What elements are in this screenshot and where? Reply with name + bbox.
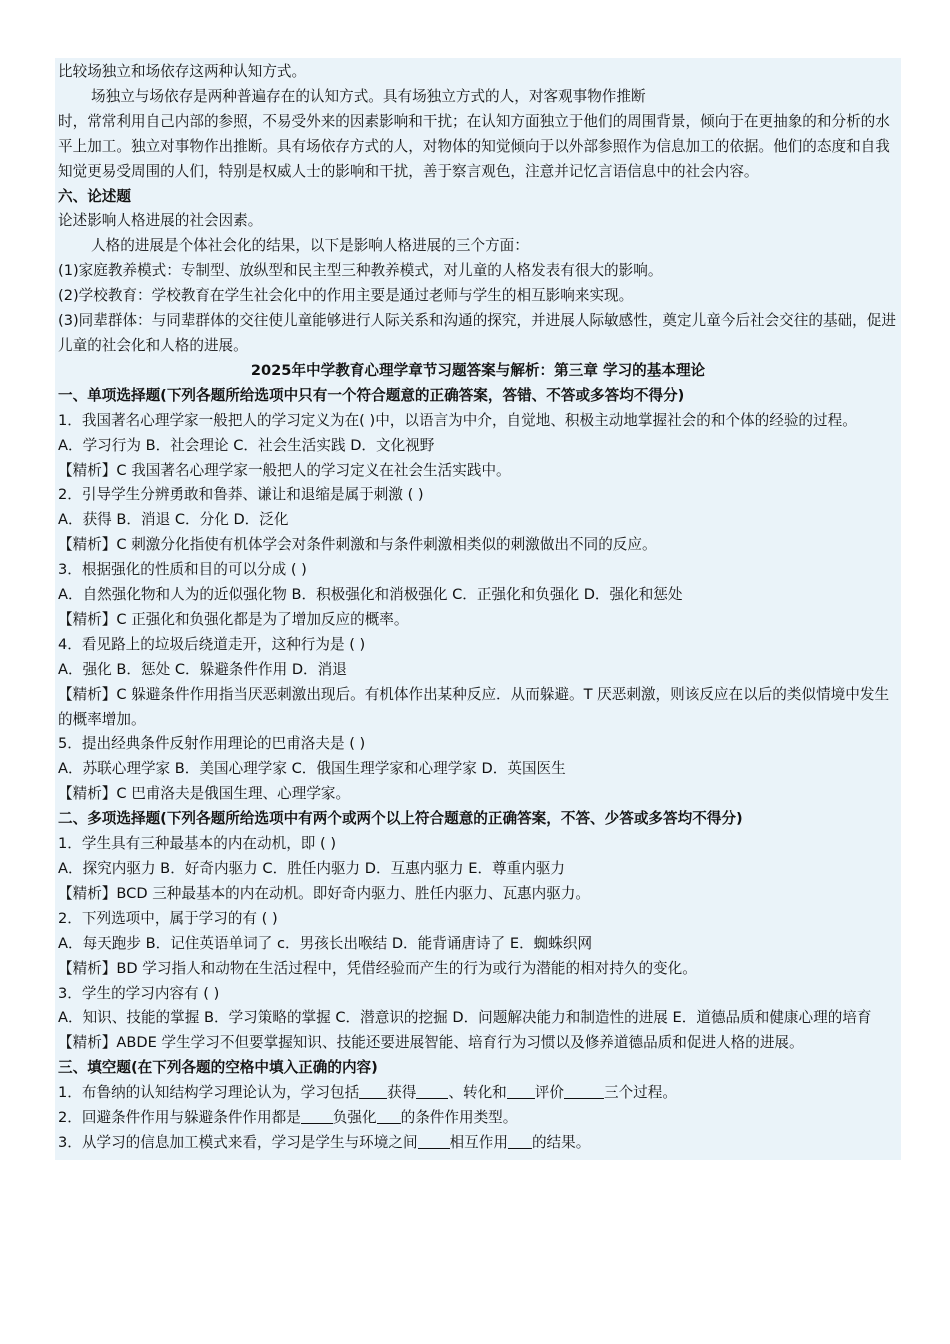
paragraph: 4．看见路上的垃圾后绕道走开，这种行为是 ( ) <box>58 635 366 653</box>
paragraph: 2．引导学生分辨勇敢和鲁莽、谦让和退缩是属于刺激 ( ) <box>58 486 424 504</box>
paragraph: (2)学校教育：学校教育在学生社会化中的作用主要是通过老师与学生的相互影响来实现。 <box>58 287 634 305</box>
text-segment: 负强化 <box>332 1109 377 1127</box>
answer-blank <box>418 1131 450 1149</box>
paragraph: (3)同辈群体：与同辈群体的交往使儿童能够进行人际关系和沟通的探究，并进展人际敏感性，奠定儿童今后社会交往的基础，促进儿童的社会化和人格的进展。 <box>58 312 896 354</box>
text-segment: 3．从学习的信息加工模式来看，学习是学生与环境之间 <box>58 1133 418 1151</box>
paragraph: A．苏联心理学家 B．美国心理学家 C．俄国生理学家和心理学家 D．英国医生 <box>58 760 566 778</box>
answer-blank <box>507 1081 535 1099</box>
text-segment: 三个过程。 <box>603 1084 677 1102</box>
fill-blank-3 <box>58 1131 898 1156</box>
paragraph: 【精析】C 我国著名心理学家一般把人的学习定义在社会生活实践中。 <box>58 461 511 479</box>
text-segment: 2．回避条件作用与躲避条件作用都是 <box>58 1109 301 1127</box>
text-segment: 的结果。 <box>531 1133 591 1151</box>
paragraph: 3．学生的学习内容有 ( ) <box>58 984 220 1002</box>
text-segment: 1．布鲁纳的认知结构学习理论认为，学习包括 <box>58 1084 360 1102</box>
text-segment: 相互作用 <box>449 1133 508 1151</box>
section-heading: 一、单项选择题(下列各题所给选项中只有一个符合题意的正确答案，答错、不答或多答均不得分) <box>58 386 685 404</box>
paragraph: A．每天跑步 B．记住英语单词了 c．男孩长出喉结 D．能背诵唐诗了 E．蜘蛛织网 <box>58 934 593 952</box>
paragraph: 【精析】C 刺激分化指使有机体学会对条件刺激和与条件刺激相类似的刺激做出不同的反应。 <box>58 536 657 554</box>
fill-blank-2 <box>58 1106 898 1131</box>
paragraph: 论述影响人格进展的社会因素。 <box>58 212 263 230</box>
section-heading: 三、填空题(在下列各题的空格中填入正确的内容) <box>58 1059 378 1077</box>
section-heading: 六、论述题 <box>58 187 131 205</box>
paragraph: A．自然强化物和人为的近似强化物 B．积极强化和消极强化 C．正强化和负强化 D．强化和惩处 <box>58 586 683 604</box>
section-heading: 二、多项选择题(下列各题所给选项中有两个或两个以上符合题意的正确答案，不答、少答或多答均不得分) <box>58 810 743 828</box>
answer-blank <box>508 1131 532 1149</box>
paragraph: A．学习行为 B．社会理论 C．社会生活实践 D．文化视野 <box>58 436 435 454</box>
paragraph: A．强化 B．惩处 C．躲避条件作用 D．消退 <box>58 660 347 678</box>
paragraph: A．知识、技能的掌握 B．学习策略的掌握 C．潜意识的挖掘 D．问题解决能力和制造性的进展 E．道德品质和健康心理的培育 <box>58 1009 872 1027</box>
paragraph: 【精析】BCD 三种最基本的内在动机。即好奇内驱力、胜任内驱力、瓦惠内驱力。 <box>58 884 591 902</box>
indented-paragraph: 人格的进展是个体社会化的结果，以下是影响人格进展的三个方面： <box>91 237 529 255</box>
document-page <box>55 58 901 1160</box>
answer-blank <box>301 1106 333 1124</box>
text-segment: 的条件作用类型。 <box>400 1109 518 1127</box>
paragraph: (1)家庭教养模式：专制型、放纵型和民主型三种教养模式，对儿童的人格发表有很大的影响。 <box>58 262 663 280</box>
paragraph: 比较场独立和场依存这两种认知方式。 <box>58 63 307 80</box>
paragraph: 【精析】BD 学习指人和动物在生活过程中，凭借经验而产生的行为或行为潜能的相对持久的变化。 <box>58 959 697 977</box>
answer-blank <box>359 1081 387 1099</box>
paragraph: 1．我国著名心理学家一般把人的学习定义为在( )中，以语言为中介，自觉地、积极主动地掌握社会的和个体的经验的过程。 <box>58 411 857 429</box>
text-segment: 、转化和 <box>448 1084 507 1102</box>
paragraph: 1．学生具有三种最基本的内在动机，即 ( ) <box>58 835 337 853</box>
document-body <box>58 60 898 1081</box>
answer-blank <box>416 1081 448 1099</box>
paragraph: 【精析】C 躲避条件作用指当厌恶刺激出现后。有机体作出某种反应．从而躲避。T 厌恶刺激，则该反应在以后的类似情境中发生的概率增加。 <box>58 685 890 728</box>
fill-blank-1 <box>58 1081 898 1106</box>
chapter-title: 2025年中学教育心理学章节习题答案与解析：第三章 学习的基本理论 <box>250 361 706 379</box>
paragraph: 【精析】C 正强化和负强化都是为了增加反应的概率。 <box>58 610 409 628</box>
answer-blank <box>377 1106 401 1124</box>
paragraph: 2．下列选项中，属于学习的有 ( ) <box>58 909 278 927</box>
indented-paragraph: 场独立与场依存是两种普遍存在的认知方式。具有场独立方式的人，对客观事物作推断 <box>91 87 646 105</box>
paragraph: 时，常常利用自己内部的参照，不易受外来的因素影响和干扰；在认知方面独立于他们的周围背景，倾向于在更抽象的和分析的水平上加工。独立对事物作出推断。具有场依存方式的人，对物体的知觉倾向于以外部参照作为信息加工的依据。他们的态度和自我知觉更易受周围的人们，特别是权威人士的影响和干扰，善于察言观色，注意并记忆言语信息中的社会内容。 <box>58 112 890 180</box>
paragraph: A．探究内驱力 B．好奇内驱力 C．胜任内驱力 D．互惠内驱力 E．尊重内驱力 <box>58 860 566 877</box>
text-segment: 获得 <box>387 1084 417 1102</box>
paragraph: 3．根据强化的性质和目的可以分成 ( ) <box>58 561 307 579</box>
paragraph: 【精析】ABDE 学生学习不但要掌握知识、技能还要进展智能、培育行为习惯以及修养道德品质和促进人格的进展。 <box>58 1034 804 1052</box>
paragraph: A．获得 B．消退 C．分化 D．泛化 <box>58 511 289 529</box>
answer-blank <box>564 1081 604 1099</box>
paragraph: 5．提出经典条件反射作用理论的巴甫洛夫是 ( ) <box>58 735 366 753</box>
text-segment: 评价 <box>534 1084 564 1102</box>
paragraph: 【精析】C 巴甫洛夫是俄国生理、心理学家。 <box>58 785 351 803</box>
